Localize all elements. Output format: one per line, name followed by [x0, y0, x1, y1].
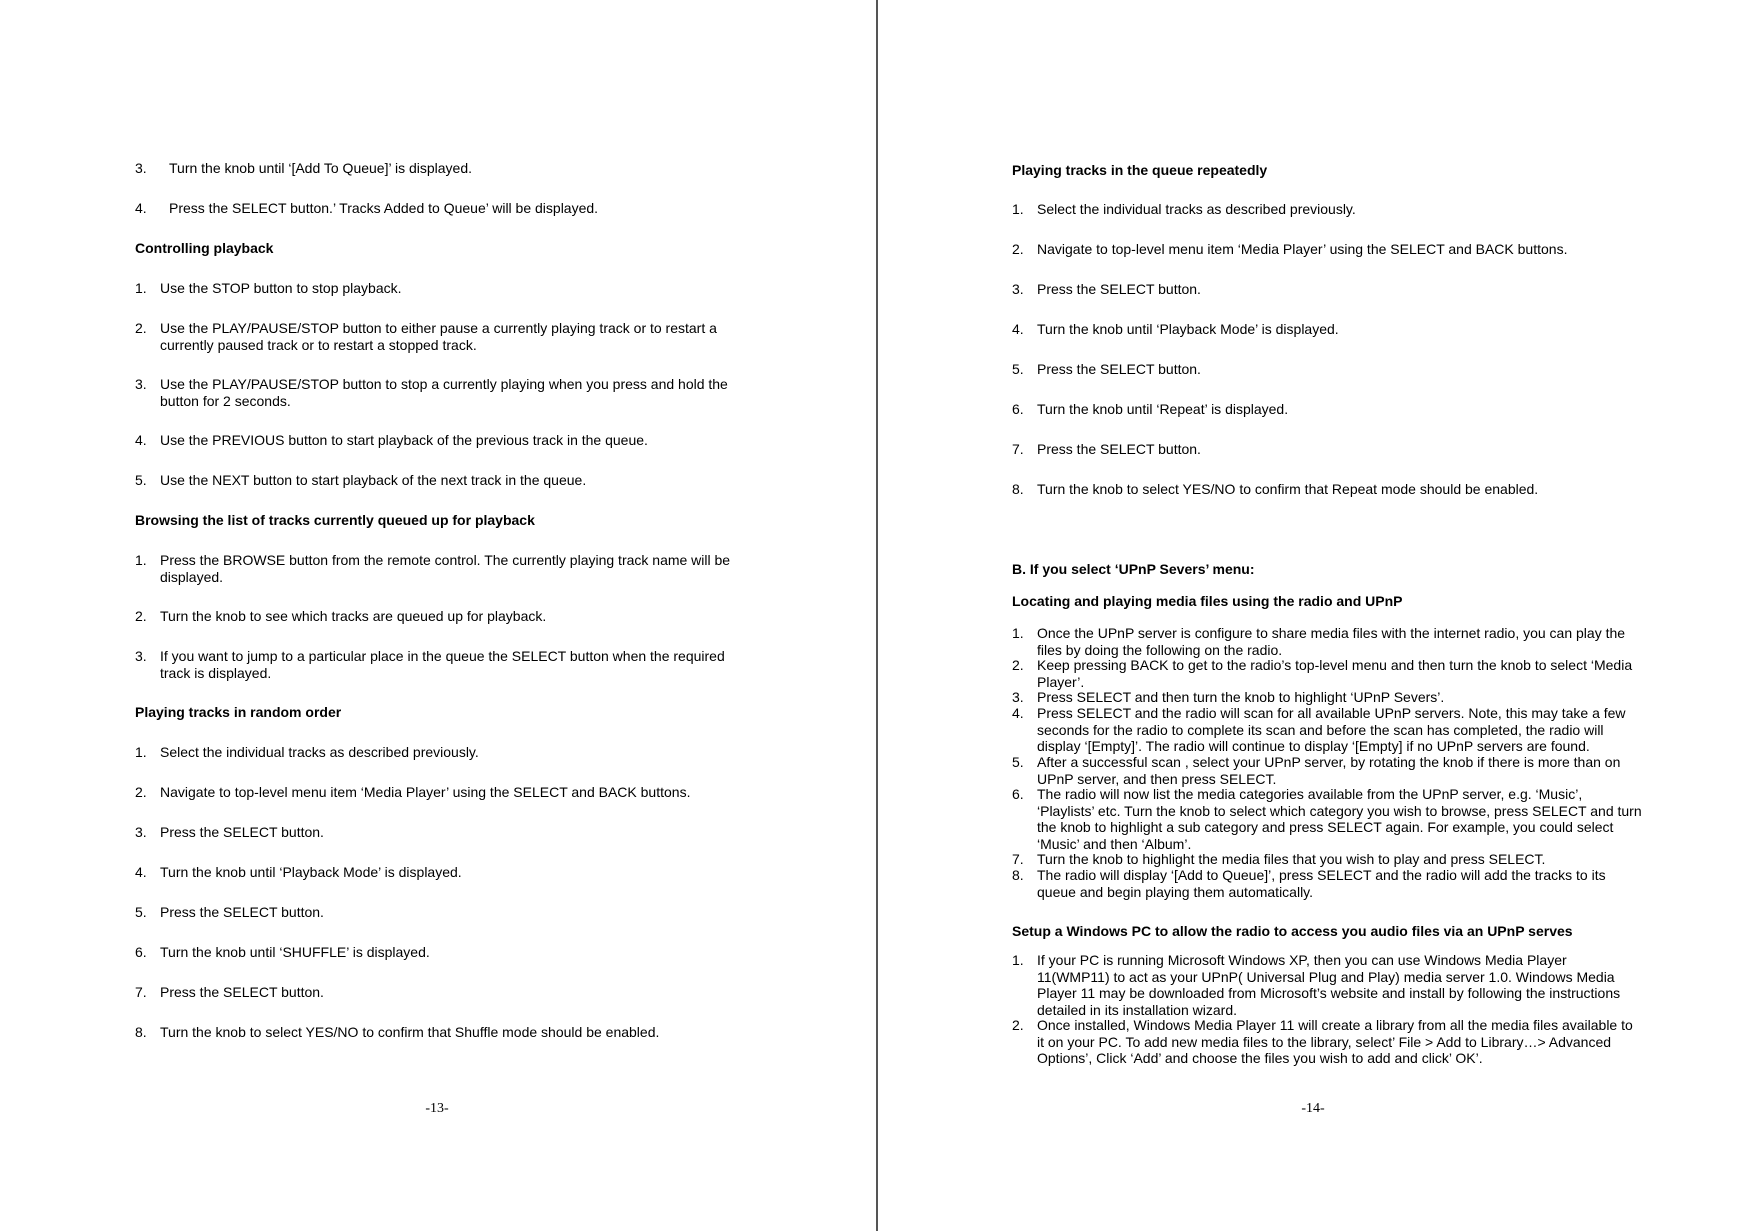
section-heading: Playing tracks in the queue repeatedly — [1012, 162, 1268, 178]
section-heading: Playing tracks in random order — [135, 704, 342, 720]
section-heading: Setup a Windows PC to allow the radio to access you audio files via an UPnP serves — [1012, 923, 1573, 939]
section-heading: Locating and playing media files using the radio and UPnP — [1012, 593, 1403, 609]
section-heading: B. If you select ‘UPnP Severs’ menu: — [1012, 561, 1255, 577]
page-number: -14- — [1301, 1101, 1325, 1116]
page-13: 3. Turn the knob until ‘[Add To Queue]’ is displayed. 4. Press the SELECT button.’ Tracks Added to Queue’ will be displayed. Controlling playback 1. Use the STOP button to stop playback. 2. Use the PLAY/PAUSE/STOP button to either pause a currently playing track or to restart a currently paused track or to restart a stopped track. 3. Use the PLAY/PAUSE/STOP button to stop a currently playing when you press and hold the button for 2 seconds. 4. Use the PREVIOUS button to start playback of the previous track in the queue. 5. Use the NEXT button to start playback of the next track in the queue. Browsing the list of tracks currently queued up for playback 1. Press the BROWSE button from the remote control. The currently playing track name will be displayed. 2. Turn the knob to see which tracks are queued up for playback. 3. If you want to jump to a particular place in the queue the SELECT button when the required track is displayed. Playing tracks in random order 1. Select the individual tracks as described previously. 2. Navigate to top-level menu item ‘Media Player’ using the SELECT and BACK buttons. 3. Press the SELECT button. 4. Turn the knob until ‘Playback Mode’ is displayed. 5. Press the SELECT button. 6. Turn the knob until ‘SHUFFLE’ is displayed. 7. Press the SELECT button. 8. Turn the knob to select YES/NO to confirm that Shuffle mode should be enabled. -13- — [135, 160, 731, 1116]
section-heading: Browsing the list of tracks currently queued up for playback — [135, 512, 535, 528]
section-heading: Controlling playback — [135, 240, 274, 256]
page-number: -13- — [425, 1101, 449, 1116]
page-14: Playing tracks in the queue repeatedly 1. Select the individual tracks as described previously. 2. Navigate to top-level menu item ‘Media Player’ using the SELECT and BACK buttons. 3. Press the SELECT button. 4. Turn the knob until ‘Playback Mode’ is displayed. 5. Press the SELECT button. 6. Turn the knob until ‘Repeat’ is displayed. 7. Press the SELECT button. 8. Turn the knob to select YES/NO to confirm that Repeat mode should be enabled. B. If you select ‘UPnP Severs’ menu: Locating and playing media files using the radio and UPnP 1. Once the UPnP server is configure to share media files with the internet radio, you can play the files by doing the following on the radio. 2. Keep pressing BACK to get to the radio’s top-level menu and then turn the knob to select ‘Media Player’. 3. Press SELECT and then turn the knob to highlight ‘UPnP Severs’. 4. Press SELECT and the radio will scan for all available UPnP servers. Note, this may take a few seconds for the radio to complete its scan and before the scan has completed, the radio will display ‘[Empty]’. The radio will continue to display ‘[Empty] if no UPnP servers are found. 5. After a successful scan , select your UPnP server, by rotating the knob if there is more than on UPnP server, and then press SELECT. 6. The radio will now list the media categories available from the UPnP server, e.g. ‘Music’, ‘Playlists’ etc. Turn the knob to select which category you wish to browse, press SELECT and turn the knob to highlight a sub category and press SELECT again. For example, you could select ‘Music’ and then ‘Album’. 7. Turn the knob to highlight the media files that you wish to play and press SELECT. 8. The radio will display ‘[Add to Queue]’, press SELECT and the radio will add the tracks to its queue and begin playing them automatically. Setup a Windows PC to allow the radio to access you audio files via an UPnP serves 1. If your PC is running Microsoft Windows XP, then you can use Windows Media Player 11(WMP11) to act as your UPnP( Universal Plug and Play) media server 1.0. Windows Media Player 11 may be downloaded from Microsoft’s website and install by following the instructions detailed in its installation wizard. 2. Once installed, Windows Media Player 11 will create a library from all the media files available to it on your PC. To add new media files to the library, select’ File > Add to Library…> Advanced Options’, Click ‘Add’ and choose the files you wish to add and click’ OK’. -14- — [1012, 162, 1642, 1116]
